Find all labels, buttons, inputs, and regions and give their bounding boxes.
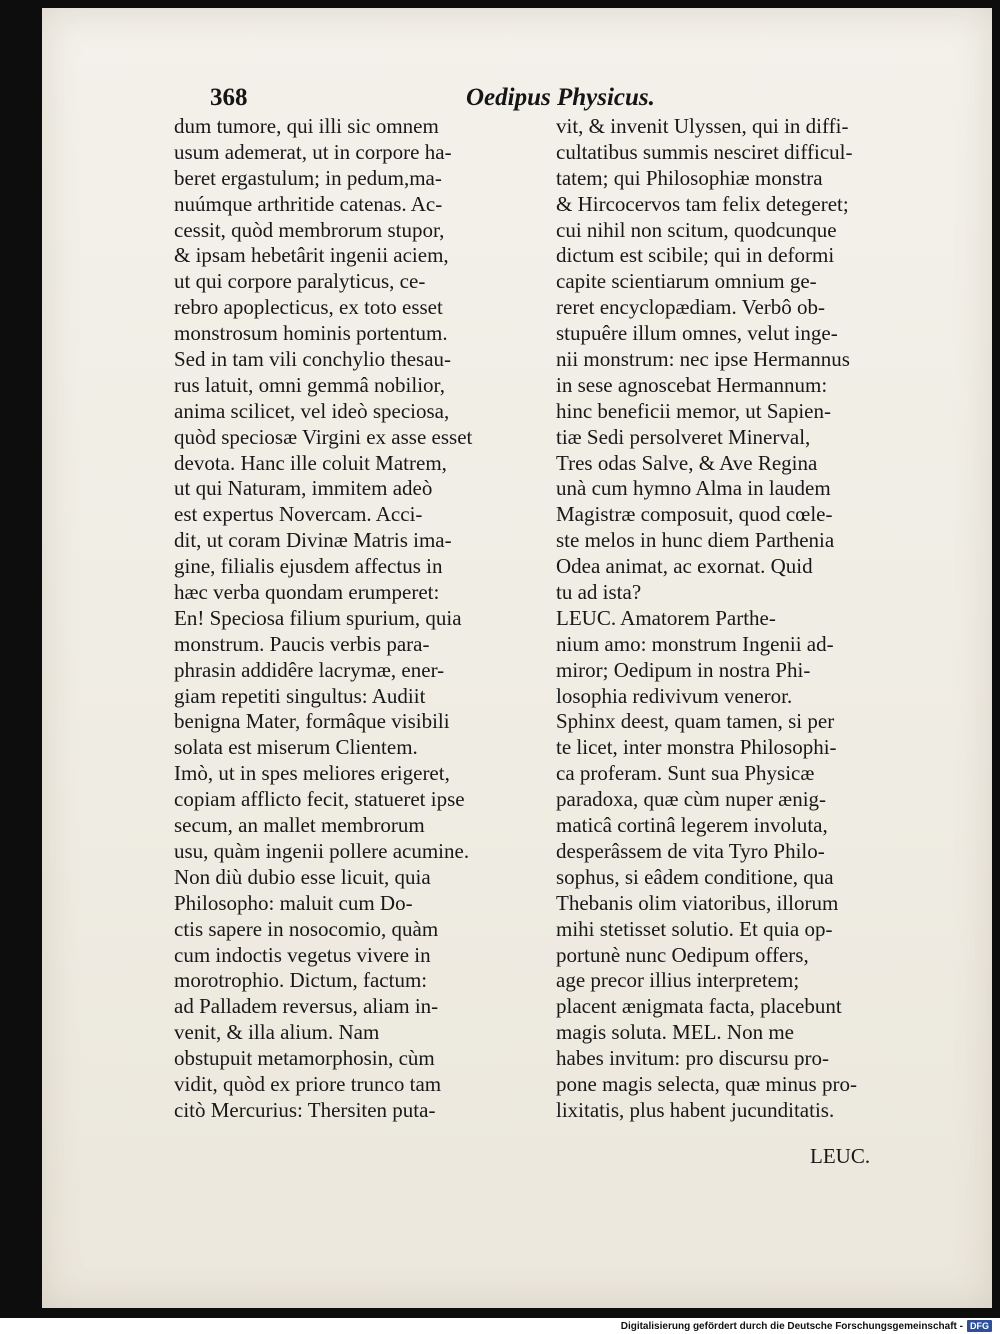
- text-line: portunè nunc Oedipum offers,: [556, 942, 809, 967]
- text-line: reret encyclopædiam. Verbô ob-: [556, 295, 826, 320]
- text-line: sophus, si eâdem conditione, qua: [556, 864, 834, 889]
- text-line: maticâ cortinâ legerem involuta,: [556, 813, 828, 838]
- text-line: hæc verba quondam erumperet:: [174, 580, 440, 605]
- text-line: miror; Oedipum in nostra Phi-: [556, 657, 811, 682]
- text-line: & Hircocervos tam felix detegeret;: [556, 191, 849, 216]
- text-line: paradoxa, quæ cùm nuper ænig-: [556, 787, 827, 812]
- text-line: benigna Mater, formâque visibili: [174, 709, 450, 734]
- text-line: Odea animat, ac exornat. Quid: [556, 554, 813, 579]
- text-line: capite scientiarum omnium ge-: [556, 269, 817, 294]
- text-line: dit, ut coram Divinæ Matris ima-: [174, 528, 452, 553]
- text-line: dum tumore, qui illi sic omnem: [174, 114, 439, 138]
- text-column-right: [556, 114, 892, 1124]
- text-line: est expertus Novercam. Acci-: [174, 502, 423, 527]
- text-line: hinc beneficii memor, ut Sapien-: [556, 398, 831, 423]
- text-line: quòd speciosæ Virgini ex asse esset: [174, 424, 473, 449]
- text-line: ad Palladem reversus, aliam in-: [174, 994, 439, 1019]
- dfg-logo: DFG: [967, 1320, 992, 1332]
- text-line: placent ænigmata facta, placebunt: [556, 994, 842, 1019]
- text-line: nii monstrum: nec ipse Hermannus: [556, 347, 850, 372]
- text-line: magis soluta. MEL. Non me: [556, 1020, 794, 1045]
- text-column-left: [174, 114, 544, 1124]
- text-line: Magistræ composuit, quod cœle-: [556, 502, 833, 527]
- text-line: ste melos in hunc diem Parthenia: [556, 528, 835, 553]
- text-line: anima scilicet, vel ideò speciosa,: [174, 398, 450, 423]
- funding-credit: Digitalisierung gefördert durch die Deutsche Forschungsgemeinschaft -: [620, 1320, 963, 1332]
- text-line: tiæ Sedi persolveret Minerval,: [556, 424, 811, 449]
- text-line: secum, an mallet membrorum: [174, 813, 425, 838]
- text-line: dictum est scibile; qui in deformi: [556, 243, 835, 268]
- text-line: morotrophio. Dictum, factum:: [174, 968, 428, 993]
- text-line: monstrum. Paucis verbis para-: [174, 631, 430, 656]
- text-line: phrasin addidêre lacrymæ, ener-: [174, 657, 445, 682]
- text-line: beret ergastulum; in pedum,ma-: [174, 165, 442, 190]
- text-line: cum indoctis vegetus vivere in: [174, 942, 431, 967]
- text-line: vidit, quòd ex priore trunco tam: [174, 1071, 442, 1096]
- text-line: Sphinx deest, quam tamen, si per: [556, 709, 835, 734]
- text-line: stupuêre illum omnes, velut inge-: [556, 321, 838, 346]
- text-line: Non diù dubio esse licuit, quia: [174, 864, 431, 889]
- text-line: ut qui corpore paralyticus, ce-: [174, 269, 426, 294]
- text-line: tu ad ista?: [556, 580, 642, 605]
- text-line: unà cum hymno Alma in laudem: [556, 476, 831, 501]
- text-line: giam repetiti singultus: Audiit: [174, 683, 426, 708]
- text-line: obstupuit metamorphosin, cùm: [174, 1046, 435, 1071]
- text-line: nuúmque arthritide catenas. Ac-: [174, 191, 443, 216]
- text-line: vit, & invenit Ulyssen, qui in diffi-: [556, 114, 849, 138]
- text-line: devota. Hanc ille coluit Matrem,: [174, 450, 447, 475]
- text-line: age precor illius interpretem;: [556, 968, 800, 993]
- text-line: desperâssem de vita Tyro Philo-: [556, 838, 825, 863]
- text-line: copiam afflicto fecit, statueret ipse: [174, 787, 465, 812]
- text-line: cui nihil non scitum, quodcunque: [556, 217, 837, 242]
- text-line: tatem; qui Philosophiæ monstra: [556, 165, 823, 190]
- text-line: En! Speciosa filium spurium, quia: [174, 605, 462, 630]
- text-line: usum ademerat, ut in corpore ha-: [174, 139, 452, 164]
- text-line: losophia redivivum veneror.: [556, 683, 793, 708]
- text-line: cultatibus summis nesciret difficul-: [556, 139, 853, 164]
- text-line: Thebanis olim viatoribus, illorum: [556, 890, 839, 915]
- text-line: monstrosum hominis portentum.: [174, 321, 448, 346]
- text-line: lixitatis, plus habent jucunditatis.: [556, 1097, 835, 1122]
- text-line: Imò, ut in spes meliores erigeret,: [174, 761, 450, 786]
- text-line: nium amo: monstrum Ingenii ad-: [556, 631, 834, 656]
- text-line: venit, & illa alium. Nam: [174, 1020, 380, 1045]
- text-line: habes invitum: pro discursu pro-: [556, 1046, 829, 1071]
- catchword: LEUC.: [810, 1144, 871, 1168]
- text-line: & ipsam hebetârit ingenii aciem,: [174, 243, 449, 268]
- text-line: in sese agnoscebat Hermannum:: [556, 372, 828, 397]
- footer-bar: [0, 1318, 1000, 1334]
- text-line: Sed in tam vili conchylio thesau-: [174, 347, 452, 372]
- text-line: Tres odas Salve, & Ave Regina: [556, 450, 818, 475]
- page-header: [210, 84, 670, 118]
- text-line: LEUC. Amatorem Parthe-: [556, 605, 776, 630]
- text-line: gine, filialis ejusdem affectus in: [174, 554, 443, 579]
- text-line: mihi stetisset solutio. Et quia op-: [556, 916, 833, 941]
- text-line: ctis sapere in nosocomio, quàm: [174, 916, 439, 941]
- text-line: Philosopho: maluit cum Do-: [174, 890, 413, 915]
- running-head: Oedipus Physicus.: [466, 84, 655, 111]
- text-line: cessit, quòd membrorum stupor,: [174, 217, 445, 242]
- text-line: solata est miserum Clientem.: [174, 735, 418, 760]
- text-line: rebro apoplecticus, ex toto esset: [174, 295, 443, 320]
- text-line: citò Mercurius: Thersiten puta-: [174, 1097, 436, 1122]
- text-line: te licet, inter monstra Philosophi-: [556, 735, 837, 760]
- text-line: ut qui Naturam, immitem adeò: [174, 476, 433, 501]
- page-number: 368: [210, 84, 248, 111]
- text-line: ca proferam. Sunt sua Physicæ: [556, 761, 815, 786]
- text-line: pone magis selecta, quæ minus pro-: [556, 1071, 857, 1096]
- text-line: usu, quàm ingenii pollere acumine.: [174, 838, 470, 863]
- text-line: rus latuit, omni gemmâ nobilior,: [174, 372, 445, 397]
